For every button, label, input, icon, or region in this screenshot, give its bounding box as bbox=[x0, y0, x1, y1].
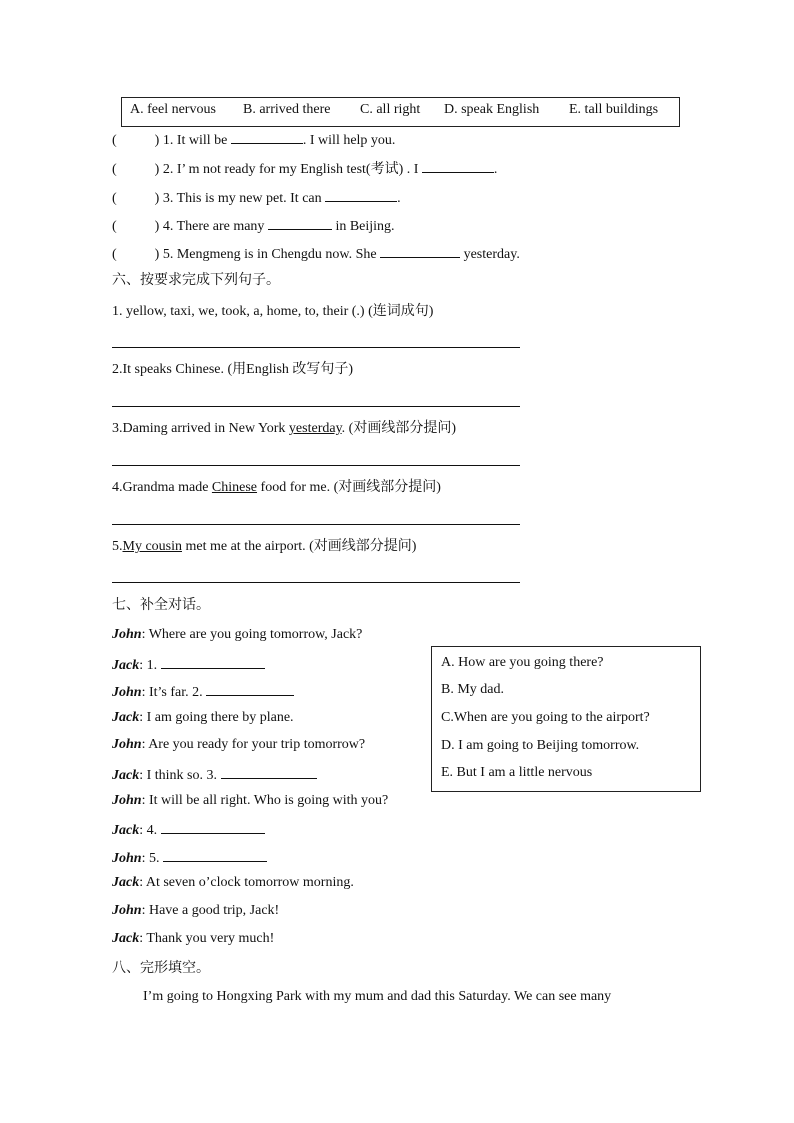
section-7-title: 七、补全对话。 bbox=[112, 597, 210, 613]
section-6-q1: 1. yellow, taxi, we, took, a, home, to, their (.) (连词成句) bbox=[112, 304, 434, 319]
section-6-q3: 3.Daming arrived in New York yesterday. (对画线部分提问) bbox=[112, 421, 456, 436]
dialogue-line: Jack: I think so. 3. bbox=[112, 764, 317, 785]
answer-blank[interactable] bbox=[231, 129, 303, 144]
answer-blank[interactable] bbox=[325, 187, 397, 202]
dialogue-option-a: A. How are you going there? bbox=[441, 655, 604, 670]
question-row: ( ) 5. Mengmeng is in Chengdu now. She yesterday. bbox=[112, 243, 520, 264]
dialogue-option-d: D. I am going to Beijing tomorrow. bbox=[441, 738, 640, 753]
dialogue-option-b: B. My dad. bbox=[441, 682, 504, 697]
section-6-q4: 4.Grandma made Chinese food for me. (对画线部分提问) bbox=[112, 480, 441, 495]
question-row: ( ) 4. There are many in Beijing. bbox=[112, 215, 395, 236]
option-d: D. speak English bbox=[444, 102, 540, 117]
answer-blank[interactable] bbox=[380, 243, 460, 258]
answer-line[interactable] bbox=[112, 465, 520, 466]
section-6-q2: 2.It speaks Chinese. (用English 改写句子) bbox=[112, 362, 354, 377]
section-6-q5: 5.My cousin met me at the airport. (对画线部分提问) bbox=[112, 539, 417, 554]
question-row: ( ) 3. This is my new pet. It can . bbox=[112, 187, 401, 208]
dialogue-option-e: E. But I am a little nervous bbox=[441, 765, 593, 780]
answer-line[interactable] bbox=[112, 524, 520, 525]
answer-line[interactable] bbox=[112, 347, 520, 348]
dialogue-line: John: Have a good trip, Jack! bbox=[112, 903, 280, 918]
option-e: E. tall buildings bbox=[569, 102, 659, 117]
dialogue-line: John: It’s far. 2. bbox=[112, 681, 294, 702]
dialogue-line: John: Where are you going tomorrow, Jack? bbox=[112, 627, 363, 642]
answer-blank[interactable] bbox=[206, 681, 294, 696]
answer-blank[interactable] bbox=[161, 819, 265, 834]
word-options-box bbox=[121, 97, 680, 127]
dialogue-line: Jack: I am going there by plane. bbox=[112, 710, 294, 725]
answer-blank[interactable] bbox=[221, 764, 317, 779]
question-row: ( ) 2. I’ m not ready for my English test(考试) . I . bbox=[112, 158, 497, 179]
section-8-passage: I’m going to Hongxing Park with my mum and dad this Saturday. We can see many bbox=[143, 989, 612, 1004]
dialogue-line: Jack: 1. bbox=[112, 654, 265, 675]
dialogue-line: John: It will be all right. Who is going with you? bbox=[112, 793, 389, 808]
dialogue-line: Jack: At seven o’clock tomorrow morning. bbox=[112, 875, 354, 890]
dialogue-option-c: C.When are you going to the airport? bbox=[441, 710, 650, 725]
dialogue-line: Jack: 4. bbox=[112, 819, 265, 840]
option-b: B. arrived there bbox=[243, 102, 331, 117]
answer-line[interactable] bbox=[112, 582, 520, 583]
section-6-title: 六、按要求完成下列句子。 bbox=[112, 272, 280, 288]
dialogue-line: John: Are you ready for your trip tomorrow? bbox=[112, 737, 366, 752]
question-row: ( ) 1. It will be . I will help you. bbox=[112, 129, 395, 150]
dialogue-options-box bbox=[431, 646, 701, 792]
answer-blank[interactable] bbox=[422, 158, 494, 173]
answer-blank[interactable] bbox=[163, 847, 267, 862]
answer-blank[interactable] bbox=[161, 654, 265, 669]
dialogue-line: John: 5. bbox=[112, 847, 267, 868]
option-c: C. all right bbox=[360, 102, 421, 117]
dialogue-line: Jack: Thank you very much! bbox=[112, 931, 275, 946]
option-a: A. feel nervous bbox=[130, 102, 216, 117]
section-8-title: 八、完形填空。 bbox=[112, 960, 210, 976]
answer-line[interactable] bbox=[112, 406, 520, 407]
answer-blank[interactable] bbox=[268, 215, 332, 230]
